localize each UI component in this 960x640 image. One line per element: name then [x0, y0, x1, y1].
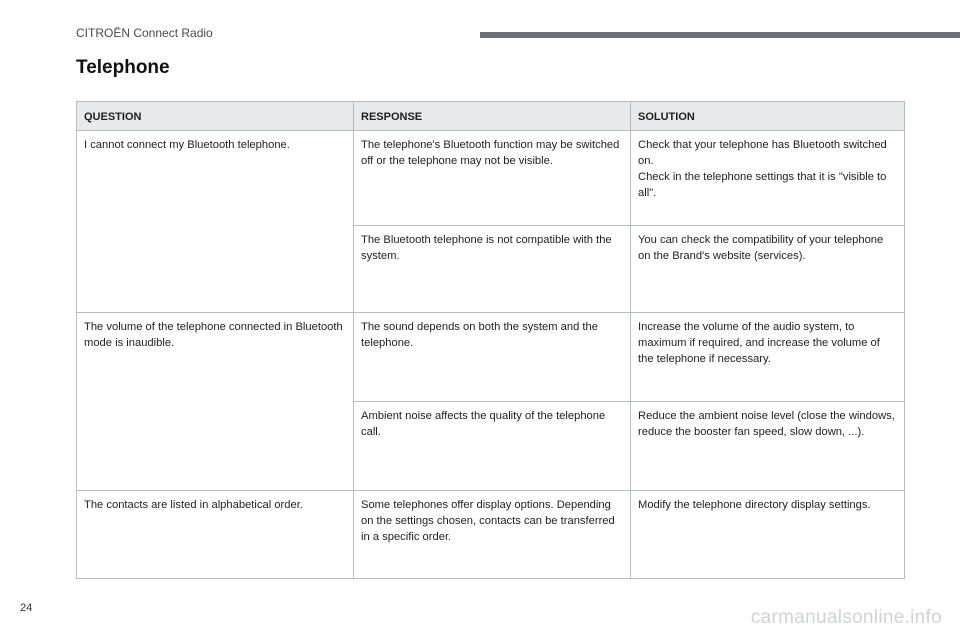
- solution-cell: You can check the compatibility of your telephone on the Brand's website (services).: [631, 226, 905, 313]
- solution-cell: [631, 131, 905, 226]
- solution-cell: Increase the volume of the audio system, to maximum if required, and increase the volume of the telephone if necessary.: [631, 313, 905, 402]
- response-cell: The Bluetooth telephone is not compatible with the system.: [354, 226, 631, 313]
- response-cell: Ambient noise affects the quality of the telephone call.: [354, 402, 631, 491]
- document-header: CITROËN Connect Radio: [76, 26, 213, 40]
- response-cell: Some telephones offer display options. Depending on the settings chosen, contacts can be transferred in a specific order.: [354, 491, 631, 579]
- column-header-solution: SOLUTION: [631, 102, 905, 131]
- solution-cell: Modify the telephone directory display settings.: [631, 491, 905, 579]
- table-row: [77, 131, 905, 226]
- column-header-question: QUESTION: [77, 102, 354, 131]
- watermark: carmanualsonline.info: [750, 607, 942, 628]
- table-header-row: [77, 102, 905, 131]
- question-cell: The contacts are listed in alphabetical order.: [77, 491, 354, 579]
- response-cell: The sound depends on both the system and the telephone.: [354, 313, 631, 402]
- solution-line: Check that your telephone has Bluetooth switched on.: [638, 139, 887, 167]
- troubleshooting-table: [76, 101, 905, 579]
- page-number: 24: [20, 602, 33, 614]
- question-cell: I cannot connect my Bluetooth telephone.: [77, 131, 354, 313]
- solution-cell: Reduce the ambient noise level (close the windows, reduce the booster fan speed, slow down, ...).: [631, 402, 905, 491]
- column-header-response: RESPONSE: [354, 102, 631, 131]
- header-rule: [480, 32, 960, 38]
- table-row: [77, 491, 905, 579]
- solution-line: Check in the telephone settings that it is "visible to all".: [638, 171, 887, 199]
- page-title: Telephone: [76, 57, 170, 78]
- table-row: [77, 313, 905, 402]
- question-cell: The volume of the telephone connected in Bluetooth mode is inaudible.: [77, 313, 354, 491]
- response-cell: The telephone's Bluetooth function may be switched off or the telephone may not be visible.: [354, 131, 631, 226]
